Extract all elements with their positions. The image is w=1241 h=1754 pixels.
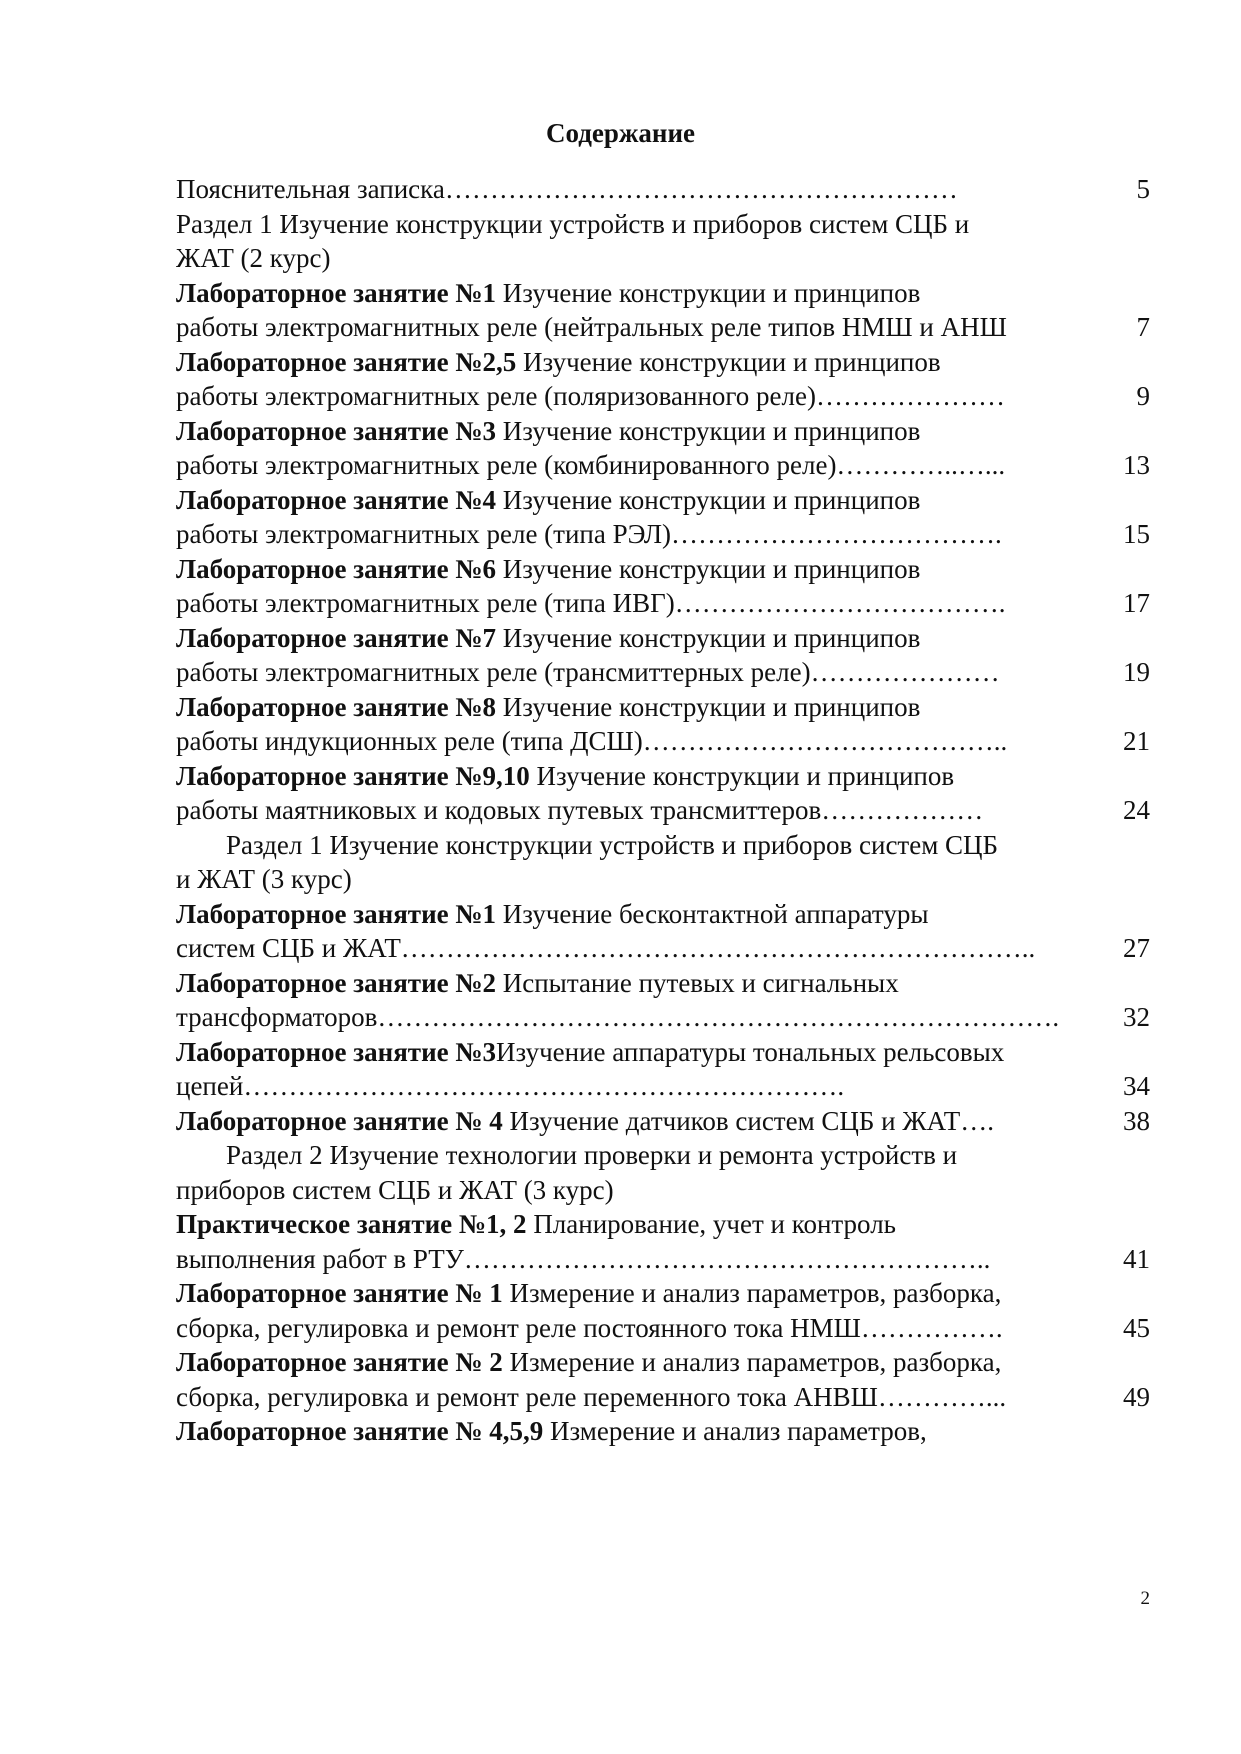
toc-entry-text [176,343,941,382]
toc-entry-title: работы маятниковых и кодовых путевых трансмиттеров……………… [176,795,984,825]
toc-page-number: 32 [1123,1002,1150,1032]
toc-entry-text [176,1205,896,1244]
toc-entry-label: Лабораторное занятие №9,10 [176,760,530,791]
toc-entry-title: Изучение датчиков систем СЦБ и ЖАТ…. [502,1105,994,1136]
page-number: 2 [1140,1588,1150,1609]
toc-entry-text [176,1343,1001,1382]
toc-line [0,1378,1241,1417]
toc-entry-title: Раздел 1 Изучение конструкции устройств и приборов систем СЦБ [226,829,999,860]
toc-entry-text [176,929,1035,968]
toc-entry-text [176,205,969,244]
toc-line [0,757,1241,796]
toc-entry-text [176,1412,927,1451]
toc-line [0,1067,1241,1106]
toc-line [0,170,1241,209]
toc-entry-text [176,1102,994,1141]
toc-entry-label: Практическое занятие №1, 2 [176,1209,527,1239]
toc-entry-text [176,998,1059,1037]
toc-entry-text [226,1136,957,1175]
page-title: Содержание [545,118,696,148]
toc-entry-text [176,170,958,209]
toc-entry-label: Лабораторное занятие №3 [176,415,496,446]
toc-line [0,998,1241,1037]
toc-entry-text [176,895,928,934]
toc-entry-label: Лабораторное занятие №7 [176,622,496,653]
toc-line [0,791,1241,830]
toc-entry-title: цепей…………………………………………………………. [176,1071,845,1101]
toc-page-number: 19 [1123,657,1150,687]
toc-page-number: 17 [1123,588,1150,618]
toc-entry-title: трансформаторов…………………………………………………………………. [176,1002,1060,1032]
toc-entry-title: работы электромагнитных реле (нейтральных реле типов НМШ и АНШ [176,312,1007,342]
toc-entry-text [176,1033,1004,1072]
toc-entry-title: Изучение конструкции и принципов [496,484,921,515]
toc-entry-text [176,1171,614,1210]
toc-entry-title: Раздел 1 Изучение конструкции устройств и приборов систем СЦБ и [176,208,970,239]
toc-entry-text [176,550,920,589]
toc-line [0,1412,1241,1451]
toc-entry-label: Лабораторное занятие №3 [176,1036,496,1067]
toc-line [0,653,1241,692]
toc-entry-text [176,860,352,899]
toc-entry-title: Изучение конструкции и принципов [496,415,921,446]
toc-line [0,619,1241,658]
toc-line [0,584,1241,623]
toc-entry-title: работы электромагнитных реле (типа ИВГ)………………………………. [176,588,1006,618]
toc-entry-text [176,757,954,796]
toc-entry-text [176,412,920,451]
toc-line [0,515,1241,554]
toc-entry-title: Изучение конструкции и принципов [496,277,921,308]
toc-line [0,1102,1241,1141]
toc-line [0,377,1241,416]
toc-page-number: 5 [1136,174,1150,204]
toc-entry-title: систем СЦБ и ЖАТ…………………………………………………………….. [176,933,1036,963]
toc-line [0,308,1241,347]
toc-entry-text [176,688,920,727]
toc-entry-text [176,653,1000,692]
toc-page-number: 41 [1123,1243,1150,1274]
toc-entry-title: Испытание путевых и сигнальных [496,967,899,998]
toc-page-number: 24 [1123,795,1150,825]
toc-line [0,860,1241,899]
toc-entry-text [176,377,1005,416]
toc-entry-text [176,1309,1003,1348]
toc-entry-title: работы электромагнитных реле (комбинированного реле)…………..…... [176,450,1006,480]
toc-page-number: 34 [1123,1071,1150,1101]
toc-entry-label: Лабораторное занятие №1 [176,898,496,929]
toc-entry-label: Лабораторное занятие № 4 [176,1105,503,1136]
toc-entry-text [176,1378,1006,1417]
toc-entry-title: Планирование, учет и контроль [526,1209,896,1239]
toc-entry-label: Лабораторное занятие №2,5 [176,346,517,377]
toc-entry-text [176,1067,844,1106]
toc-entry-title: Изучение бесконтактной аппаратуры [496,898,929,929]
toc-line [0,446,1241,485]
toc-entry-label: Лабораторное занятие № 2 [176,1347,503,1377]
toc-line [0,274,1241,313]
toc-line [0,1343,1241,1382]
toc-page-number: 21 [1123,726,1150,756]
toc-entry-title: ЖАТ (2 курс) [176,243,331,273]
toc-entry-text [176,446,1005,485]
toc-line [0,1274,1241,1313]
toc-entry-title: сборка, регулировка и ремонт реле переменного тока АНВШ…………... [176,1381,1007,1412]
toc-entry-label: Лабораторное занятие №1 [176,277,496,308]
toc-entry-label: Лабораторное занятие №2 [176,967,496,998]
toc-entry-title: Изучение конструкции и принципов [496,622,921,653]
toc-entry-label: Лабораторное занятие №4 [176,484,496,515]
toc-line [0,826,1241,865]
toc-entry-title: Изучение конструкции и принципов [496,691,921,722]
toc-line [0,239,1241,278]
toc-entry-text [176,515,1002,554]
toc-entry-title: выполнения работ в РТУ………………………………………………….. [176,1243,991,1274]
toc-line [0,895,1241,934]
toc-entry-title: Пояснительная записка………………………………………………… [176,174,958,204]
toc-entry-label: Лабораторное занятие № 4,5,9 [176,1416,544,1446]
toc-entry-text [176,791,983,830]
toc-entry-text [176,1240,990,1279]
toc-entry-title: Изучение конструкции и принципов [529,760,955,791]
toc-entry-label: Лабораторное занятие №6 [176,553,496,584]
toc-entry-title: работы электромагнитных реле (типа РЭЛ)………………………………. [176,519,1002,549]
toc-entry-text [176,239,331,278]
toc-page-number: 15 [1123,519,1150,549]
toc-entry-text [176,1274,1001,1313]
toc-entry-title: Изучение конструкции и принципов [516,346,941,377]
toc-entry-text [176,722,1007,761]
toc-line [0,550,1241,589]
toc-entry-title: сборка, регулировка и ремонт реле постоянного тока НМШ……………. [176,1312,1003,1343]
toc-entry-text [176,584,1005,623]
toc-entry-text [176,619,920,658]
toc-page-number: 13 [1123,450,1150,480]
toc-line [0,481,1241,520]
toc-entry-title: Раздел 2 Изучение технологии проверки и ремонта устройств и [226,1140,958,1170]
toc-line [0,412,1241,451]
toc-page-number: 49 [1123,1381,1150,1412]
toc-line [0,1309,1241,1348]
toc-entry-title: Измерение и анализ параметров, [543,1416,927,1446]
toc-entry-text [176,964,899,1003]
toc-page-number: 45 [1123,1312,1150,1343]
toc-line [0,929,1241,968]
toc-line [0,1240,1241,1279]
toc-page-number: 27 [1123,933,1150,963]
toc-page-number: 38 [1123,1105,1150,1136]
toc-line [0,1136,1241,1175]
toc-entry-title: работы индукционных реле (типа ДСШ)………………………………….. [176,726,1008,756]
toc-line [0,722,1241,761]
toc-line [0,688,1241,727]
toc-entry-title: приборов систем СЦБ и ЖАТ (3 курс) [176,1174,614,1205]
toc-entry-label: Лабораторное занятие №8 [176,691,496,722]
toc-line [0,1205,1241,1244]
toc-entry-title: Изучение конструкции и принципов [496,553,921,584]
toc-entry-text [176,308,1007,347]
toc-line [0,964,1241,1003]
toc-entry-label: Лабораторное занятие № 1 [176,1278,503,1308]
toc-entry-title: и ЖАТ (3 курс) [176,864,352,894]
toc-line [0,1033,1241,1072]
toc-page-number: 9 [1136,381,1150,411]
toc-entry-title: работы электромагнитных реле (трансмиттерных реле)………………… [176,657,1000,687]
toc-entry-title: Измерение и анализ параметров, разборка, [502,1347,1002,1377]
toc-line [0,205,1241,244]
toc-line [0,343,1241,382]
toc-entry-title: Измерение и анализ параметров, разборка, [502,1278,1002,1308]
toc-entry-title: Изучение аппаратуры тональных рельсовых [496,1036,1005,1067]
toc-entry-text [176,274,920,313]
toc-entry-text [226,826,998,865]
toc-entry-text [176,481,920,520]
toc-entry-title: работы электромагнитных реле (поляризованного реле)………………… [176,381,1005,411]
toc-page-number: 7 [1136,312,1150,342]
toc-line [0,1171,1241,1210]
